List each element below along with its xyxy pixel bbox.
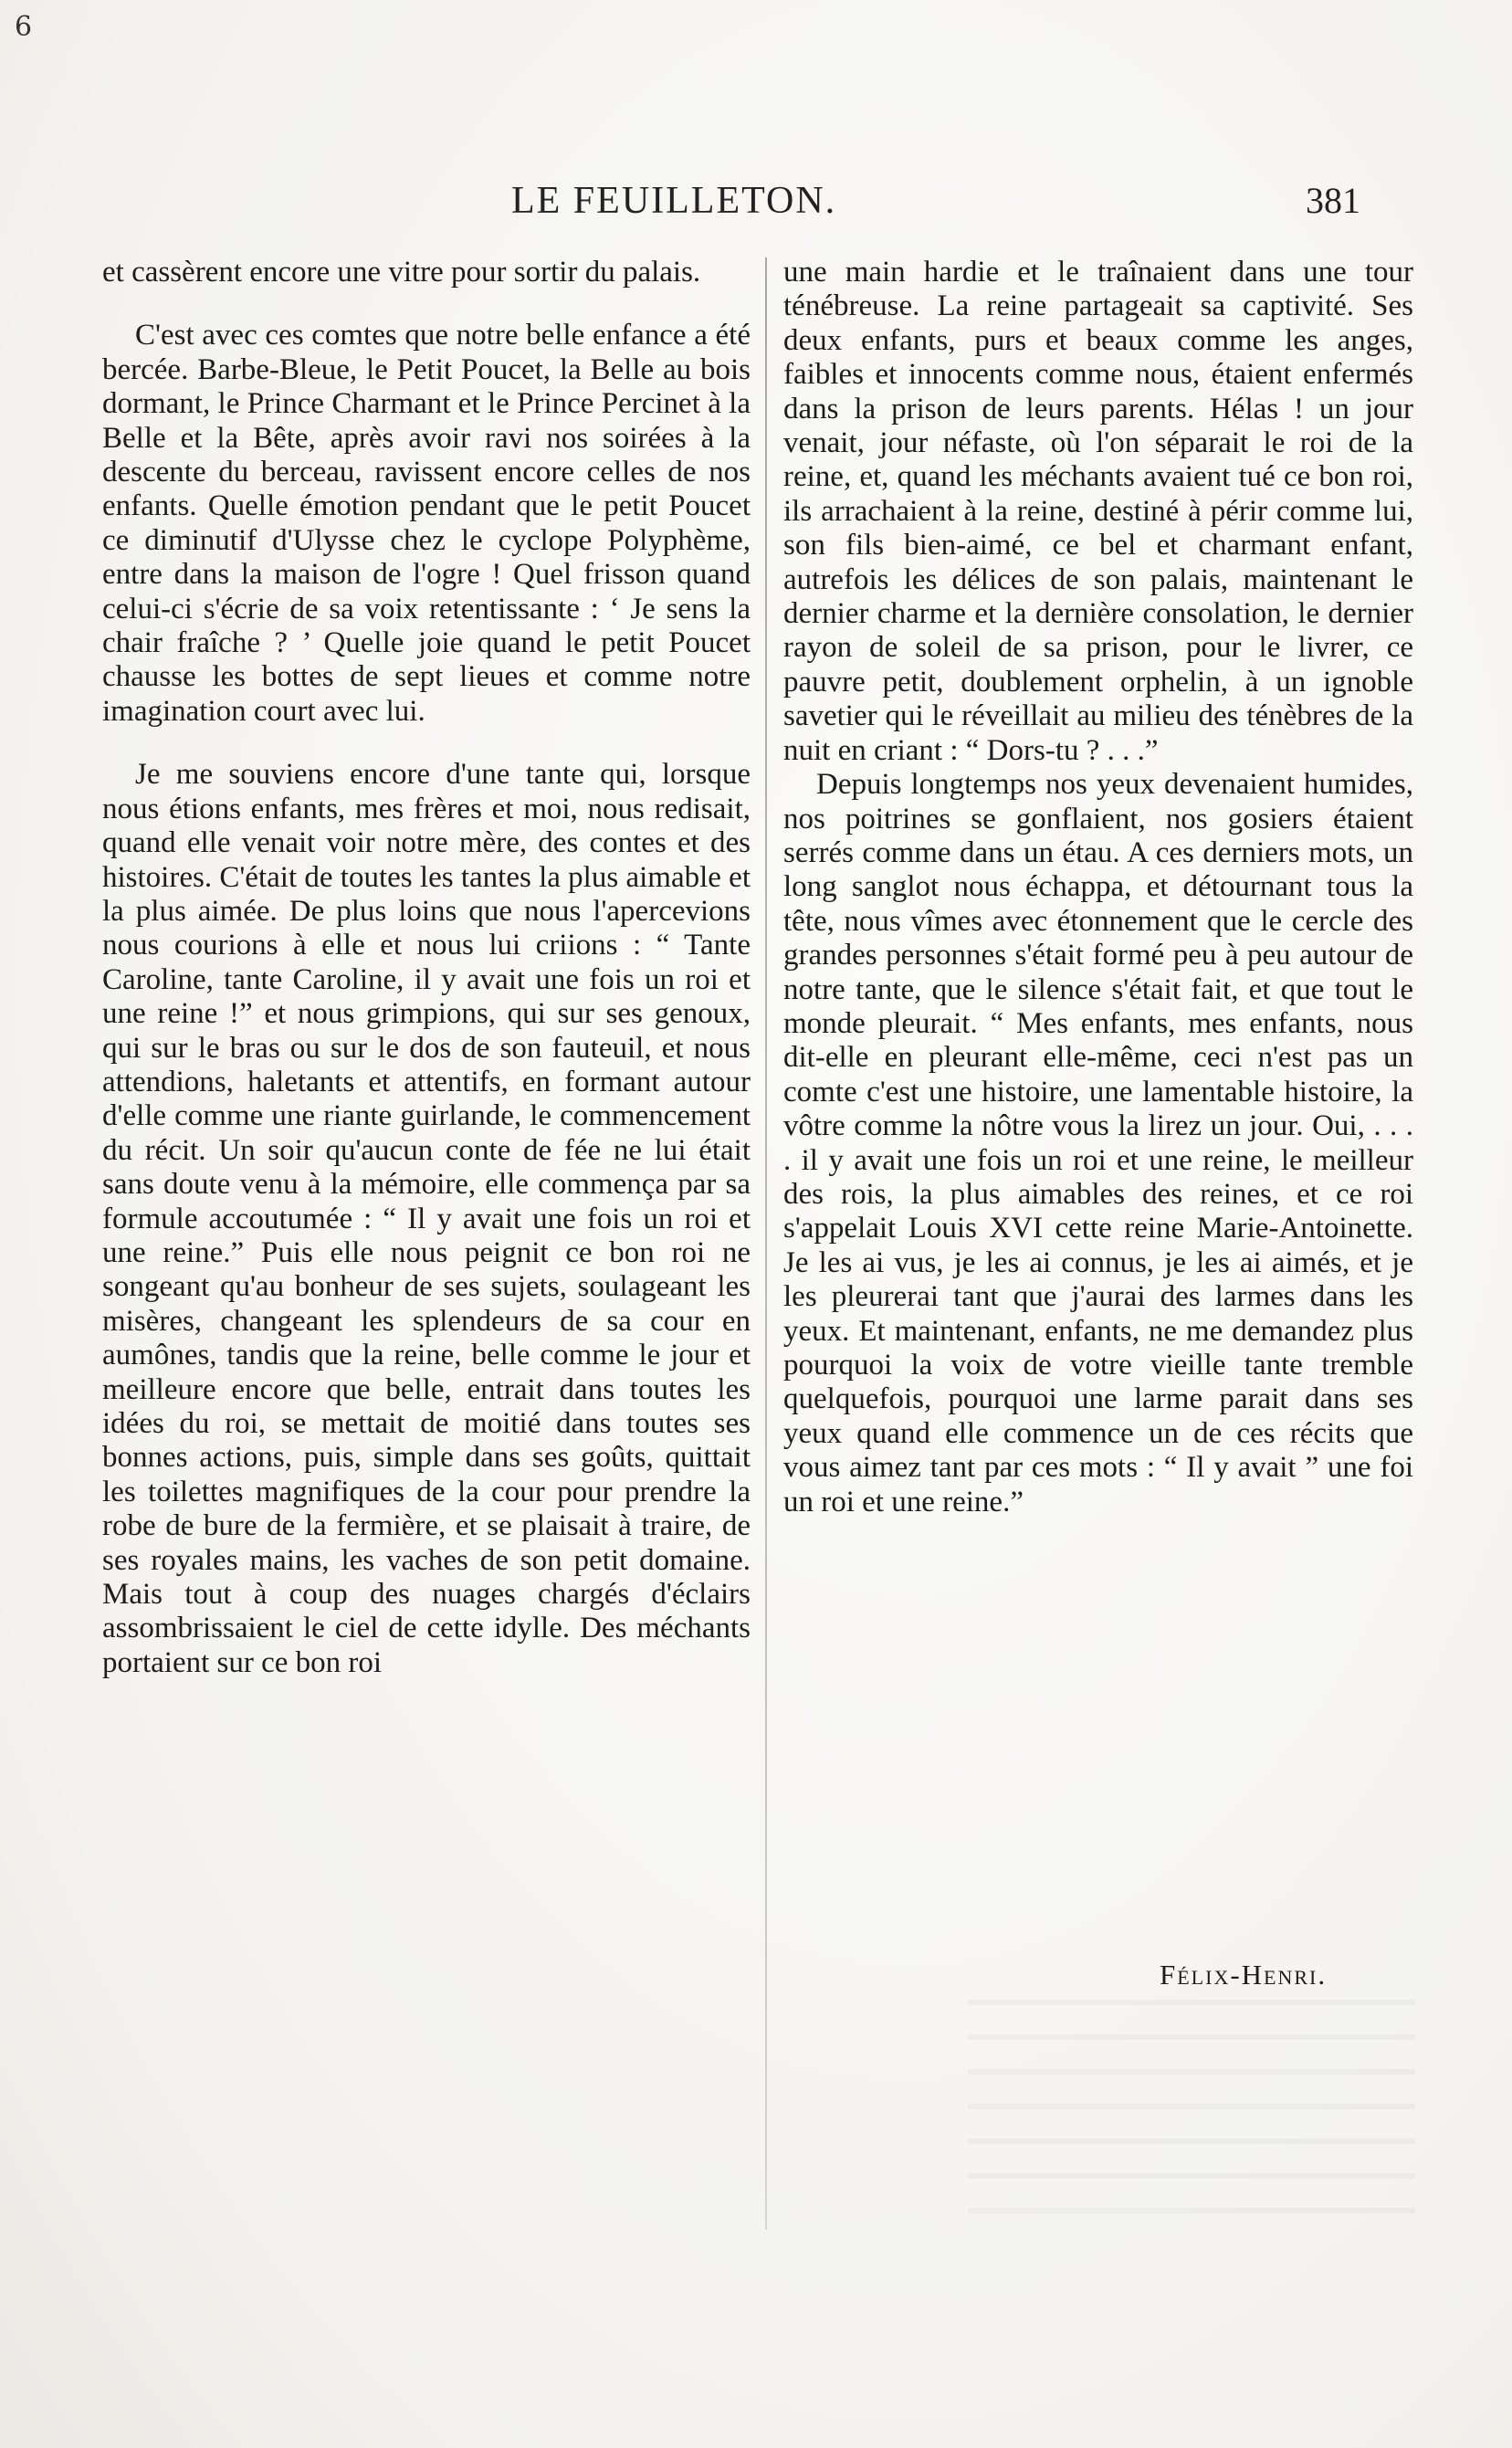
- corner-mark: 6: [15, 11, 33, 43]
- column-divider: [765, 257, 767, 2230]
- bleed-through-artifact: [968, 2000, 1415, 2228]
- paragraph: une main hardie et le traînaient dans une tour ténébreuse. La reine partageait sa captivité. Ses deux enfants, purs et beaux comme les anges, faibles et innocents comme nous, étaient enfermés dans la prison de leurs parents. Hélas ! un jour venait, jour néfaste, où l'on séparait le roi de la reine, et, quand les méchants avaient tué ce bon roi, ils arrachaient à la reine, destiné à périr comme lui, son fils bien-aimé, ce bel et charmant enfant, autrefois les délices de son palais, maintenant le dernier charme et la dernière consolation, le dernier rayon de soleil de sa prison, pour le livrer, ce pauvre petit, doublement orphelin, à un ignoble savetier qui le réveillait au milieu des ténèbres de la nuit en criant : “ Dors-tu ? . . .”: [783, 256, 1413, 767]
- paragraph: Depuis longtemps nos yeux devenaient humides, nos poitrines se gonflaient, nos gosiers étaient serrés comme dans un étau. A ces derniers mots, un long sanglot nous échappa, et détournant tous la tête, nous vîmes avec étonnement que le cercle des grandes personnes s'était formé peu à peu autour de notre tante, que le silence s'était fait, et que tout le monde pleurait. “ Mes enfants, mes enfants, nous dit-elle en pleurant elle-même, ceci n'est pas un comte c'est une histoire, une lamentable histoire, la vôtre comme la nôtre vous la lirez un jour. Oui, . . . . il y avait une fois un roi et une reine, le meilleur des rois, la plus aimables des reines, et ce roi s'appelait Louis XVI cette reine Marie-Antoinette. Je les ai vus, je les ai connus, je les ai aimés, et je les pleurerai tant que j'aurai des larmes dans les yeux. Et maintenant, enfants, ne me demandez plus pourquoi la voix de votre vieille tante tremble quelquefois, pourquoi une larme parait dans ses yeux quand elle commence un de ces récits que vous aimez tant par ces mots : “ Il y avait ” une foi un roi et une reine.”: [783, 768, 1413, 1518]
- author-signature: Félix-Henri.: [1160, 1959, 1328, 1991]
- page-number: 381: [1306, 180, 1360, 221]
- paragraph: et cassèrent encore une vitre pour sortir du palais.: [102, 256, 701, 289]
- paragraph: Je me souviens encore d'une tante qui, lorsque nous étions enfants, mes frères et moi, nous redisait, quand elle venait voir notre mère, des contes et des histoires. C'était de toutes les tantes la plus aimable et la plus aimée. De plus loins que nous l'apercevions nous courions à elle et nous lui criions : “ Tante Caroline, tante Caroline, il y avait une fois un roi et une reine !” et nous grimpions, qui sur ses genoux, qui sur le bras ou sur le dos de son fauteuil, et nous attendions, haletants et attentifs, en formant autour d'elle comme une riante guirlande, le commencement du récit. Un soir qu'aucun conte de fée ne lui était sans doute venu à la mémoire, elle commença par sa formule accoutumée : “ Il y avait une fois un roi et une reine.” Puis elle nous peignit ce bon roi ne songeant qu'au bonheur de ses sujets, soulageant les misères, changeant les splendeurs de sa cour en aumônes, tandis que la reine, belle comme le jour et meilleure encore que belle, entrait dans toutes les idées du roi, se mettait de moitié dans toutes ses bonnes actions, puis, simple dans ses goûts, quittait les toilettes magnifiques de la cour pour prendre la robe de bure de la fermière, et se plaisait à traire, de ses royales mains, les vaches de son petit domaine. Mais tout à coup des nuages chargés d'éclairs assombrissaient le ciel de cette idylle. Des méchants portaient sur ce bon roi: [102, 758, 751, 1679]
- right-column: [783, 256, 1413, 1549]
- left-column: [102, 256, 751, 1680]
- paragraph: C'est avec ces comtes que notre belle enfance a été bercée. Barbe-Bleue, le Petit Poucet, la Belle au bois dormant, le Prince Charmant et le Prince Percinet à la Belle et la Bête, après avoir ravi nos soirées à la descente du berceau, ravissent encore celles de nos enfants. Quelle émotion pendant que le petit Poucet ce diminutif d'Ulysse chez le cyclope Polyphème, entre dans la maison de l'ogre ! Quel frisson quand celui-ci s'écrie de sa voix retentissante : ‘ Je sens la chair fraîche ? ’ Quelle joie quand le petit Poucet chausse les bottes de sept lieues et comme notre imagination court avec lui.: [102, 319, 751, 728]
- running-header: LE FEUILLETON.: [511, 180, 837, 222]
